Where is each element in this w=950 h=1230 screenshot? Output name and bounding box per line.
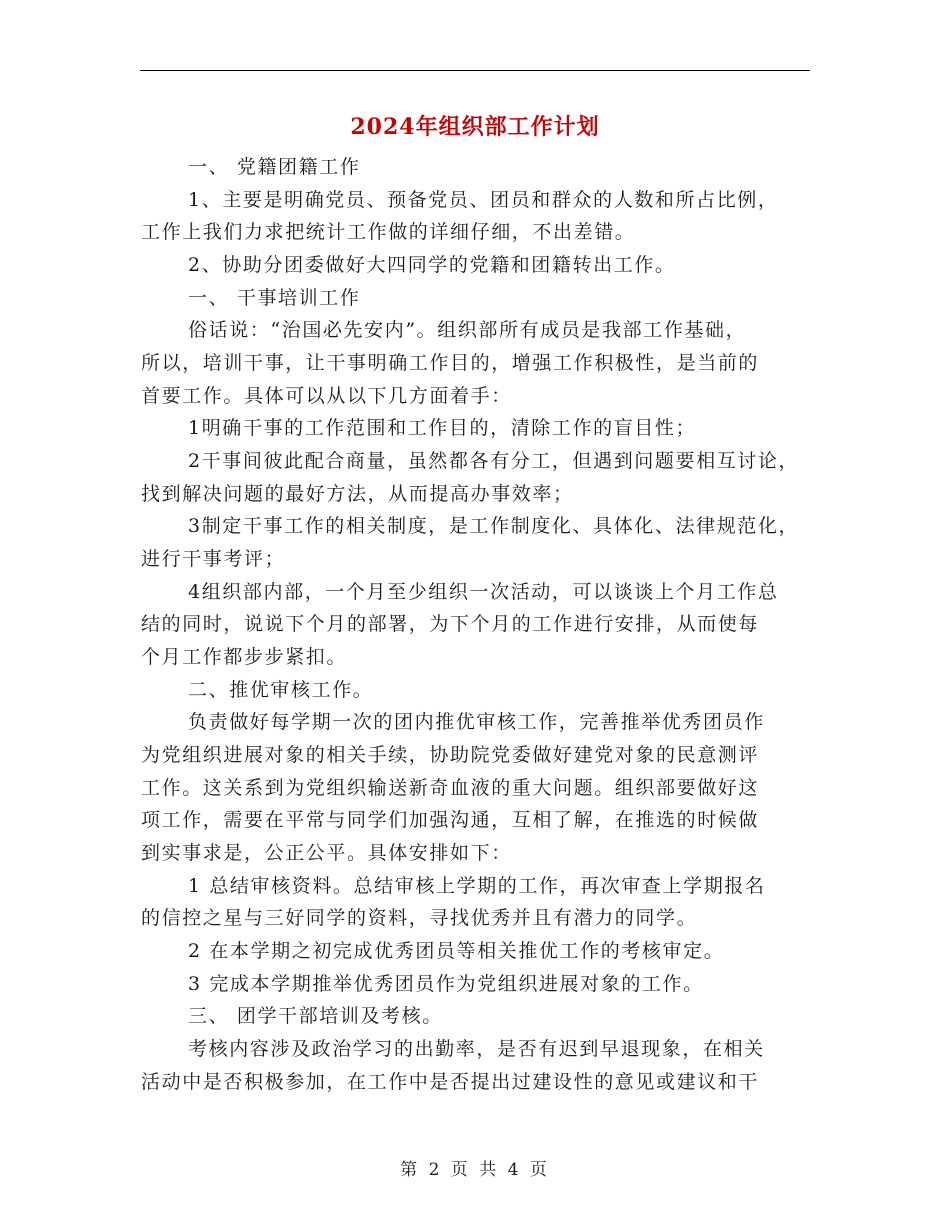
- list-item: 2干事间彼此配合商量，虽然都各有分工，但遇到问题要相互讨论，: [188, 450, 800, 472]
- section-heading: 三、 团学干部培训及考核。: [188, 1005, 443, 1027]
- paragraph-line: 所以，培训干事，让干事明确工作目的，增强工作积极性，是当前的: [141, 352, 760, 374]
- header-rule: [140, 70, 810, 71]
- paragraph-line: 进行干事考评；: [141, 548, 286, 570]
- paragraph-line: 2、协助分团委做好大四同学的党籍和团籍转出工作。: [188, 254, 676, 276]
- paragraph-line: 活动中是否积极参加，在工作中是否提出过建设性的意见或建议和干: [141, 1071, 760, 1093]
- list-item: 4组织部内部，一个月至少组织一次活动，可以谈谈上个月工作总: [188, 581, 779, 603]
- paragraph-line: 工作。这关系到为党组织输送新奇血液的重大问题。组织部要做好这: [141, 777, 760, 799]
- paragraph-line: 为党组织进展对象的相关手续，协助院党委做好建党对象的民意测评: [141, 744, 760, 766]
- paragraph-line: 俗话说：“治国必先安内”。组织部所有成员是我部工作基础，: [188, 319, 747, 341]
- document-title: 2024年组织部工作计划: [350, 114, 600, 140]
- paragraph-line: 首要工作。具体可以从以下几方面着手：: [141, 385, 512, 407]
- list-item: 2 在本学期之初完成优秀团员等相关推优工作的考核审定。: [188, 940, 725, 962]
- paragraph-line: 负责做好每学期一次的团内推优审核工作，完善推举优秀团员作: [188, 711, 765, 733]
- section-heading: 一、 党籍团籍工作: [188, 156, 361, 178]
- page-number: 第 2 页 共 4 页: [400, 1160, 550, 1180]
- list-item: 3制定干事工作的相关制度，是工作制度化、具体化、法律规范化，: [188, 515, 800, 537]
- paragraph-line: 1、主要是明确党员、预备党员、团员和群众的人数和所占比例，: [188, 189, 779, 211]
- section-heading: 一、 干事培训工作: [188, 287, 361, 309]
- paragraph-line: 个月工作都步步紧扣。: [141, 646, 348, 668]
- list-item: 3 完成本学期推举优秀团员作为党组织进展对象的工作。: [188, 973, 704, 995]
- paragraph-line: 结的同时，说说下个月的部署，为下个月的工作进行安排，从而使每: [141, 613, 760, 635]
- section-heading: 二、推优审核工作。: [188, 679, 374, 701]
- list-item: 1 总结审核资料。总结审核上学期的工作，再次审查上学期报名: [188, 875, 766, 897]
- paragraph-line: 到实事求是，公正公平。具体安排如下：: [141, 842, 512, 864]
- paragraph-line: 的信控之星与三好同学的资料，寻找优秀并且有潜力的同学。: [141, 907, 698, 929]
- paragraph-line: 找到解决问题的最好方法，从而提高办事效率；: [141, 483, 574, 505]
- paragraph-line: 项工作，需要在平常与同学们加强沟通，互相了解，在推选的时候做: [141, 809, 760, 831]
- paragraph-line: 考核内容涉及政治学习的出勤率，是否有迟到早退现象，在相关: [188, 1038, 765, 1060]
- paragraph-line: 工作上我们力求把统计工作做的详细仔细，不出差错。: [141, 221, 636, 243]
- list-item: 1明确干事的工作范围和工作目的，清除工作的盲目性；: [188, 417, 697, 439]
